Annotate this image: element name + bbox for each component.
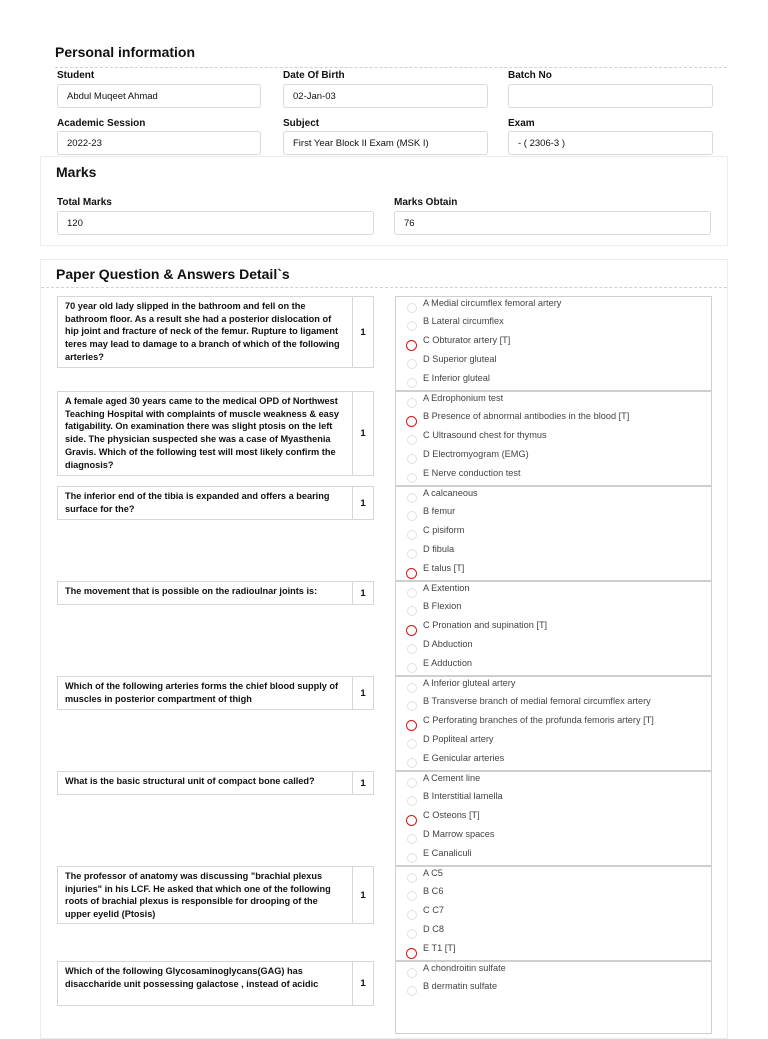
radio-icon[interactable] [407,435,417,445]
option-item[interactable] [396,866,443,884]
option-label: E T1 [T] [423,943,456,954]
option-label: B dermatin sulfate [423,981,498,992]
question-text: 70 year old lady slipped in the bathroom and fell on the bathroom floor. As a result she had a posterior dislocation of hip joint and fracture of neck of the femur. Rupture to ligament teres may lead to damage to a branch of which of the following arteries? [57,296,353,368]
option-item[interactable] [396,391,503,409]
option-label: A C5 [423,867,443,878]
option-item[interactable] [396,524,464,542]
options-box [395,296,712,391]
options-box [395,961,712,1034]
radio-icon[interactable] [407,606,417,616]
question-marks: 1 [352,296,374,368]
radio-icon[interactable] [407,739,417,749]
radio-selected-icon[interactable] [406,416,417,427]
question-text: Which of the following arteries forms the chief blood supply of muscles in posterior compartment of thigh [57,676,353,710]
options-box [395,486,712,581]
option-item[interactable] [396,448,529,466]
radio-icon[interactable] [407,663,417,673]
option-item[interactable] [396,467,521,485]
option-label: E Adduction [423,658,473,669]
option-item[interactable] [396,315,504,333]
radio-icon[interactable] [407,778,417,788]
radio-selected-icon[interactable] [406,948,417,959]
radio-icon[interactable] [407,454,417,464]
batch-field[interactable] [508,84,713,108]
option-item[interactable] [396,505,455,523]
question-marks: 1 [352,391,374,476]
option-label: C Osteons [T] [423,810,480,821]
option-label: A Edrophonium test [423,392,504,403]
option-label: E Canaliculi [423,848,472,859]
marks-obtain-label: Marks Obtain [394,197,458,208]
question-marks: 1 [352,676,374,710]
option-label: B Presence of abnormal antibodies in the blood [T] [423,411,630,422]
option-item[interactable] [396,885,443,903]
radio-icon[interactable] [407,683,417,693]
options-box [395,676,712,771]
options-box [395,581,712,676]
option-label: B C6 [423,886,444,897]
personal-info-title: Personal information [55,44,196,60]
option-item[interactable] [396,676,515,694]
option-item[interactable] [396,733,493,751]
option-item[interactable] [396,904,444,922]
option-label: C pisiform [423,525,465,536]
question-text: A female aged 30 years came to the medical OPD of Northwest Teaching Hospital with complaints of muscle weakness & easy fatigability. On examination there was slight ptosis on the left side. The physician suspected she was a case of Myasthenia Gravis. Which of the following test will most likely confirm the diagnosis? [57,391,353,476]
options-box [395,866,712,961]
option-item[interactable] [396,600,461,618]
radio-icon[interactable] [407,758,417,768]
paper-title: Paper Question & Answers Detail`s [56,266,290,282]
option-label: A Inferior gluteal artery [423,677,516,688]
option-item[interactable] [396,581,469,599]
option-label: D Electromyogram (EMG) [423,449,529,460]
option-label: E Nerve conduction test [423,468,521,479]
option-label: B Interstitial lamella [423,791,503,802]
option-item[interactable] [396,961,506,979]
option-item[interactable] [396,771,480,789]
option-label: E Inferior gluteal [423,373,490,384]
question-marks: 1 [352,961,374,1006]
batch-label: Batch No [508,70,552,81]
option-item[interactable] [396,657,472,675]
option-label: A Medial circumflex femoral artery [423,297,562,308]
dob-field[interactable]: 02-Jan-03 [283,84,488,108]
radio-icon[interactable] [407,853,417,863]
divider [41,287,727,288]
question-text: The professor of anatomy was discussing "brachial plexus injuries" in his LCF. He asked that which one of the following roots of brachial plexus is responsible for drooping of the upper eyelid (Ptosis) [57,866,353,924]
option-item[interactable] [396,714,654,732]
option-item[interactable] [396,372,490,390]
option-label: C Obturator artery [T] [423,335,511,346]
radio-icon[interactable] [407,378,417,388]
option-label: C Pronation and supination [T] [423,620,548,631]
options-box [395,391,712,486]
radio-icon[interactable] [407,891,417,901]
option-label: D Popliteal artery [423,734,494,745]
radio-icon[interactable] [407,834,417,844]
option-label: A Extention [423,582,470,593]
question-marks: 1 [352,486,374,520]
question-marks: 1 [352,866,374,924]
option-item[interactable] [396,847,472,865]
option-item[interactable] [396,790,503,808]
radio-icon[interactable] [407,530,417,540]
student-field[interactable]: Abdul Muqeet Ahmad [57,84,261,108]
marks-obtain-field[interactable]: 76 [394,211,711,235]
option-label: D Abduction [423,639,473,650]
option-item[interactable] [396,923,444,941]
radio-icon[interactable] [407,493,417,503]
radio-icon[interactable] [407,968,417,978]
option-label: C C7 [423,905,444,916]
option-label: B femur [423,506,456,517]
radio-selected-icon[interactable] [406,568,417,579]
option-label: A chondroitin sulfate [423,962,506,973]
option-label: B Transverse branch of medial femoral circumflex artery [423,696,651,707]
option-label: D C8 [423,924,444,935]
radio-selected-icon[interactable] [406,815,417,826]
radio-icon[interactable] [407,398,417,408]
total-marks-label: Total Marks [57,197,112,208]
option-item[interactable] [396,695,651,713]
radio-selected-icon[interactable] [406,625,417,636]
option-label: E Genicular arteries [423,753,505,764]
option-label: D fibula [423,544,455,555]
exam-label: Exam [508,118,535,129]
radio-selected-icon[interactable] [406,340,417,351]
radio-icon[interactable] [407,321,417,331]
question-marks: 1 [352,581,374,605]
question-text: The inferior end of the tibia is expanded and offers a bearing surface for the? [57,486,353,520]
radio-icon[interactable] [407,303,417,313]
option-item[interactable] [396,619,547,637]
option-label: D Superior gluteal [423,354,497,365]
radio-icon[interactable] [407,873,417,883]
option-label: C Perforating branches of the profunda femoris artery [T] [423,715,654,726]
radio-icon[interactable] [407,473,417,483]
question-marks: 1 [352,771,374,795]
option-label: B Flexion [423,601,462,612]
subject-label: Subject [283,118,320,129]
subject-field[interactable]: First Year Block II Exam (MSK I) [283,131,488,155]
exam-field[interactable]: - ( 2306-3 ) [508,131,713,155]
option-item[interactable] [396,410,629,428]
option-label: C Ultrasound chest for thymus [423,430,547,441]
option-item[interactable] [396,562,464,580]
radio-icon[interactable] [407,549,417,559]
question-text: What is the basic structural unit of compact bone called? [57,771,353,795]
option-item[interactable] [396,353,497,371]
option-item[interactable] [396,543,454,561]
option-item[interactable] [396,980,497,998]
options-box [395,771,712,866]
radio-icon[interactable] [407,511,417,521]
option-item[interactable] [396,828,494,846]
radio-icon[interactable] [407,929,417,939]
option-label: B Lateral circumflex [423,316,504,327]
option-label: A Cement line [423,772,481,783]
dob-label: Date Of Birth [283,70,345,81]
radio-icon[interactable] [407,359,417,369]
radio-icon[interactable] [407,910,417,920]
option-item[interactable] [396,638,473,656]
student-label: Student [57,70,95,81]
divider [55,67,727,68]
option-label: D Marrow spaces [423,829,495,840]
radio-icon[interactable] [407,986,417,996]
option-item[interactable] [396,334,510,352]
radio-icon[interactable] [407,588,417,598]
radio-icon[interactable] [407,701,417,711]
option-item[interactable] [396,752,504,770]
radio-icon[interactable] [407,796,417,806]
radio-selected-icon[interactable] [406,720,417,731]
marks-title: Marks [56,164,97,180]
option-item[interactable] [396,486,478,504]
question-text: The movement that is possible on the radioulnar joints is: [57,581,353,605]
option-item[interactable] [396,296,561,314]
session-field[interactable]: 2022-23 [57,131,261,155]
session-label: Academic Session [57,118,146,129]
radio-icon[interactable] [407,644,417,654]
total-marks-field[interactable]: 120 [57,211,374,235]
option-item[interactable] [396,809,480,827]
option-label: E talus [T] [423,563,465,574]
option-item[interactable] [396,942,456,960]
question-text: Which of the following Glycosaminoglycans(GAG) has disaccharide unit possessing galactose , instead of acidic [57,961,353,1006]
option-label: A calcaneous [423,487,478,498]
option-item[interactable] [396,429,547,447]
